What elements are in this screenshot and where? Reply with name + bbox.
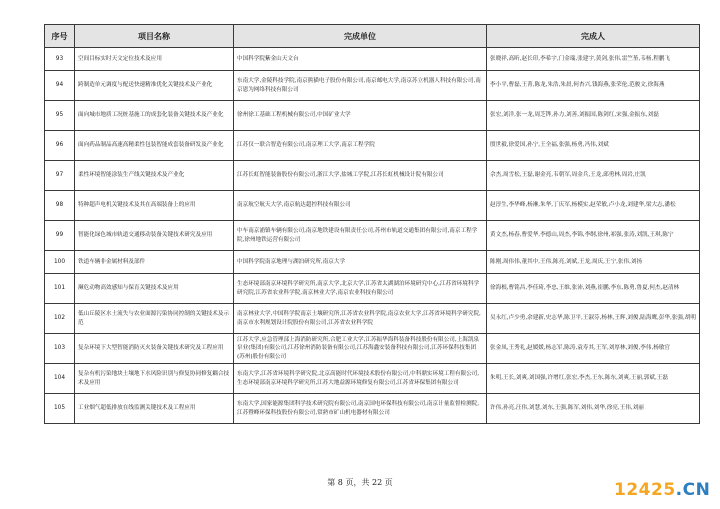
table-row xyxy=(45,394,700,424)
row-project-name: 面向药品制品高速高精柔性包装智能成套装备研发及产业化 xyxy=(75,131,234,161)
row-people: 张金凤,王秀礼,赵媛媛,杨志军,陈涛,袁寿其,王军,刘厚林,刘俊,李伟,杨敏官 xyxy=(487,334,700,364)
row-people: 张宏,刘洋,张一龙,周芝铧,孙力,刘善,刘振国,陈剑红,宋强,金振东,刘磊 xyxy=(487,101,700,131)
row-people: 张晓祥,高昕,赵长印,李希宇,门金瑞,张建宇,黄剑,张伟,雷竺堇,韦杨,程鹏飞 xyxy=(487,48,700,71)
row-project-name: 复杂有机污染地块土壤地下水风险识别与修复协同修复耦合技术及应用 xyxy=(75,364,234,394)
row-number: 94 xyxy=(45,71,75,101)
table-row xyxy=(45,304,700,334)
table-header-row xyxy=(45,25,700,48)
award-table-page xyxy=(44,24,699,424)
watermark-domain: .CN xyxy=(675,480,711,500)
table-row xyxy=(45,48,700,71)
row-organization: 南京林业大学,中国科学院南京土壤研究所,江苏省农业科学院,南京农业大学,江苏省环境科学研究院,南京市水利规划设计院股份有限公司,江苏省农业科学院 xyxy=(234,304,487,334)
table-row xyxy=(45,251,700,274)
table-row xyxy=(45,221,700,251)
row-project-name: 工业烟气超低排放在线监测关键技术及工程应用 xyxy=(75,394,234,424)
row-people: 殷世毅,徐爱国,孙宁,王全福,张强,杨勇,冯伟,刘斌 xyxy=(487,131,700,161)
header-organization: 完成单位 xyxy=(234,25,487,48)
row-project-name: 空间目标实时天文定位技术及应用 xyxy=(75,48,234,71)
row-people: 徐海根,曹铭昌,李佳琦,李忠,王维,张沛,刘燕,崔鹏,李东,陈勇,鲁夏,何杰,赵清林 xyxy=(487,274,700,304)
row-organization: 东南大学,国家能源集团科学技术研究院有限公司,南京国电环保科技有限公司,南京计量监督检测院,江苏暨峰环保科技股份有限公司,常熟市矿山机电器材有限公司 xyxy=(234,394,487,424)
row-people: 赵淳生,李华峰,杨淋,朱华,丁庆军,杨模实,赵荣敏,卢小龙,刘建华,梁大志,潘松 xyxy=(487,191,700,221)
row-organization: 中国科学院南京地理与湖泊研究所,南京大学 xyxy=(234,251,487,274)
row-people: 黄文杰,杨春,曹爱华,李德山,周杰,李锦,李纲,徐州,祁强,张涛,刘凯,王琪,陈宁 xyxy=(487,221,700,251)
table-row xyxy=(45,191,700,221)
row-project-name: 铁道车辆非金属材料及部件 xyxy=(75,251,234,274)
row-number: 103 xyxy=(45,334,75,364)
row-project-name: 面向城市地质工况桩基施工的成套化装备关键技术及产业化 xyxy=(75,101,234,131)
row-organization: 江苏大学,应急管理部上海消防研究所,合肥工业大学,江苏振华海科装备科技股份有限公司,上海凯泉泵业(集团)有限公司,江苏徐州消防装备有限公司,江苏海鑫安装备科技有限公司,江苏环保科技集团(苏州)股份有限公司 xyxy=(234,334,487,364)
row-project-name: 复杂环境下大型智能消防灭火装备关键技术研究及工程应用 xyxy=(75,334,234,364)
site-watermark xyxy=(614,480,710,500)
row-project-name: 跨制造单元调度与配送快速精准优化关键技术及产业化 xyxy=(75,71,234,101)
row-number: 97 xyxy=(45,161,75,191)
row-number: 105 xyxy=(45,394,75,424)
table-row xyxy=(45,161,700,191)
watermark-number: 12425 xyxy=(614,480,676,500)
table-row xyxy=(45,274,700,304)
row-organization: 徐州徐工基础工程机械有限公司,中国矿业大学 xyxy=(234,101,487,131)
row-people: 吴永红,卢少勇,余建新,史志华,陈卫平,王淑芬,杨林,王辉,刘俊,陆海鹰,彭华,张强,胡明 xyxy=(487,304,700,334)
row-number: 102 xyxy=(45,304,75,334)
row-organization: 生态环境部南京环境科学研究所,南京大学,北京大学,江苏省太湖湖泊环境研究中心,江苏省环境科学研究院,江苏省农业科学院,南京林业大学,南京农业科技有限公司 xyxy=(234,274,487,304)
row-organization: 东南大学,金陵科技学院,南京熊猫电子股份有限公司,南京邮电大学,南京苏立机器人科技有限公司,南京恩为网络科技有限公司 xyxy=(234,71,487,101)
row-organization: 江苏长虹智能装备股份有限公司,浙江大学,盐城工学院,江苏长虹机械设计院有限公司 xyxy=(234,161,487,191)
row-project-name: 低山丘陵区水土流失与农业面源污染协同控制的关键技术及示范 xyxy=(75,304,234,334)
table-row xyxy=(45,101,700,131)
row-number: 98 xyxy=(45,191,75,221)
row-organization: 江苏仅一联合智造有限公司,南京理工大学,南京工程学院 xyxy=(234,131,487,161)
row-number: 101 xyxy=(45,274,75,304)
row-people: 佘杰,周雪松,王磊,谢金亮,韦朝军,周金兵,王龙,邱勇林,周岩,庄凯 xyxy=(487,161,700,191)
table-row xyxy=(45,334,700,364)
header-people: 完成人 xyxy=(487,25,700,48)
row-number: 99 xyxy=(45,221,75,251)
header-project-name: 项目名称 xyxy=(75,25,234,48)
row-project-name: 智能化绿色城市轨道交通移动装备关键技术研究及应用 xyxy=(75,221,234,251)
row-number: 93 xyxy=(45,48,75,71)
row-number: 95 xyxy=(45,101,75,131)
header-number: 序号 xyxy=(45,25,75,48)
row-number: 100 xyxy=(45,251,75,274)
row-people: 朱明,王长,刘爽,刘国强,许增红,张宏,李杰,王东,陈东,刘爽,王丽,郭斌,王磊 xyxy=(487,364,700,394)
row-people: 许伟,孙亮,汪伟,刘慧,刘东,王强,陈军,刘伟,刘华,徐亮,王伟,刘丽 xyxy=(487,394,700,424)
table-row xyxy=(45,131,700,161)
row-people: 李小平,曹磊,王菁,陈龙,朱浩,朱晨,何杏兴,钱海燕,张荣伦,范骏文,徐海燕 xyxy=(487,71,700,101)
row-project-name: 特种超声电机关键技术及其在高端装备上的应用 xyxy=(75,191,234,221)
row-organization: 东南大学,江苏省环境科学研究院,北京高能时代环境技术股份有限公司,中科鼎实环境工程有限公司,生态环境部南京环境科学研究所,江苏大地益源环境修复有限公司,江苏省环保集团有限公司 xyxy=(234,364,487,394)
row-organization: 中国科学院紫金山天文台 xyxy=(234,48,487,71)
row-people: 陈刚,周伟伟,董其中,王伟,陈亮,刘斌,王龙,周庆,王宁,张伟,刘扬 xyxy=(487,251,700,274)
award-table xyxy=(44,24,700,424)
table-row xyxy=(45,364,700,394)
row-project-name: 濒危动物高效感知与保育关键技术及应用 xyxy=(75,274,234,304)
row-number: 96 xyxy=(45,131,75,161)
page-footer: 第 8 页，共 22 页 xyxy=(327,478,393,487)
row-organization: 南京航空航天大学,南京航达超控科技有限公司 xyxy=(234,191,487,221)
row-number: 104 xyxy=(45,364,75,394)
row-project-name: 柔性环境智能涂装生产线关键技术及产业化 xyxy=(75,161,234,191)
row-organization: 中车南京浦镇车辆有限公司,南京地铁建设有限责任公司,苏州市轨道交通集团有限公司,南京工程学院,徐州地铁运营有限公司 xyxy=(234,221,487,251)
table-row xyxy=(45,71,700,101)
